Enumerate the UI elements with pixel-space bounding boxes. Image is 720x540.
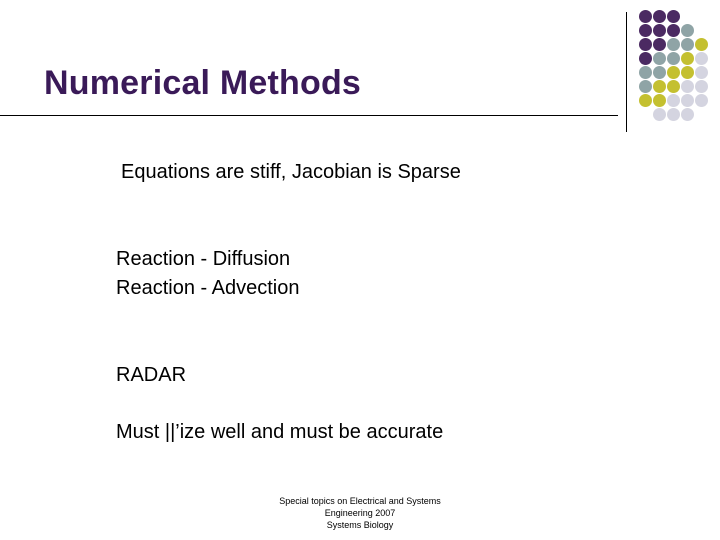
decor-dot-olive [653,94,666,107]
decor-dot-purple [639,52,652,65]
bullet-reaction-diffusion: Reaction - Diffusion [116,248,291,270]
decor-dot-lavender [681,80,694,93]
decor-dot-teal [681,38,694,51]
decor-dot-purple [667,24,680,37]
bullet-reaction-advection: Reaction - Advection [116,277,300,299]
decor-dot-purple [639,24,652,37]
decor-dot-olive [681,66,694,79]
decorative-dot-grid [639,10,717,120]
decor-dot-purple [639,38,652,51]
slide-footer [230,495,490,531]
decor-dot-teal [653,66,666,79]
decor-dot-teal [667,38,680,51]
decor-dot-olive [681,52,694,65]
decor-dot-purple [653,24,666,37]
decor-dot-olive [695,38,708,51]
decor-dot-purple [653,38,666,51]
bullet-parallelize-accurate: Must ||’ize well and must be accurate [116,421,444,443]
decor-dot-olive [667,80,680,93]
decor-dot-teal [667,52,680,65]
decor-dot-lavender [667,94,680,107]
decor-dot-lavender [695,80,708,93]
slide-title: Numerical Methods [44,64,362,102]
decor-dot-lavender [667,108,680,121]
decor-dot-lavender [695,52,708,65]
decor-dot-teal [639,80,652,93]
subtitle-stiff-equations: Equations are stiff, Jacobian is Sparse [121,161,461,183]
decor-dot-olive [653,80,666,93]
corner-vertical-rule [626,12,627,132]
title-underline [0,115,618,116]
decor-dot-purple [639,10,652,23]
decor-dot-olive [639,94,652,107]
footer-line-2: Engineering 2007 [324,508,396,518]
decor-dot-purple [653,10,666,23]
decor-dot-teal [639,66,652,79]
decor-dot-olive [667,66,680,79]
bullet-radar: RADAR [116,364,187,386]
footer-line-3: Systems Biology [326,520,394,530]
decor-dot-lavender [681,94,694,107]
decor-dot-lavender [695,94,708,107]
decor-dot-teal [681,24,694,37]
decor-dot-purple [667,10,680,23]
decor-dot-lavender [695,66,708,79]
decor-dot-lavender [681,108,694,121]
decor-dot-lavender [653,108,666,121]
footer-line-1: Special topics on Electrical and Systems [279,496,441,506]
decor-dot-teal [653,52,666,65]
